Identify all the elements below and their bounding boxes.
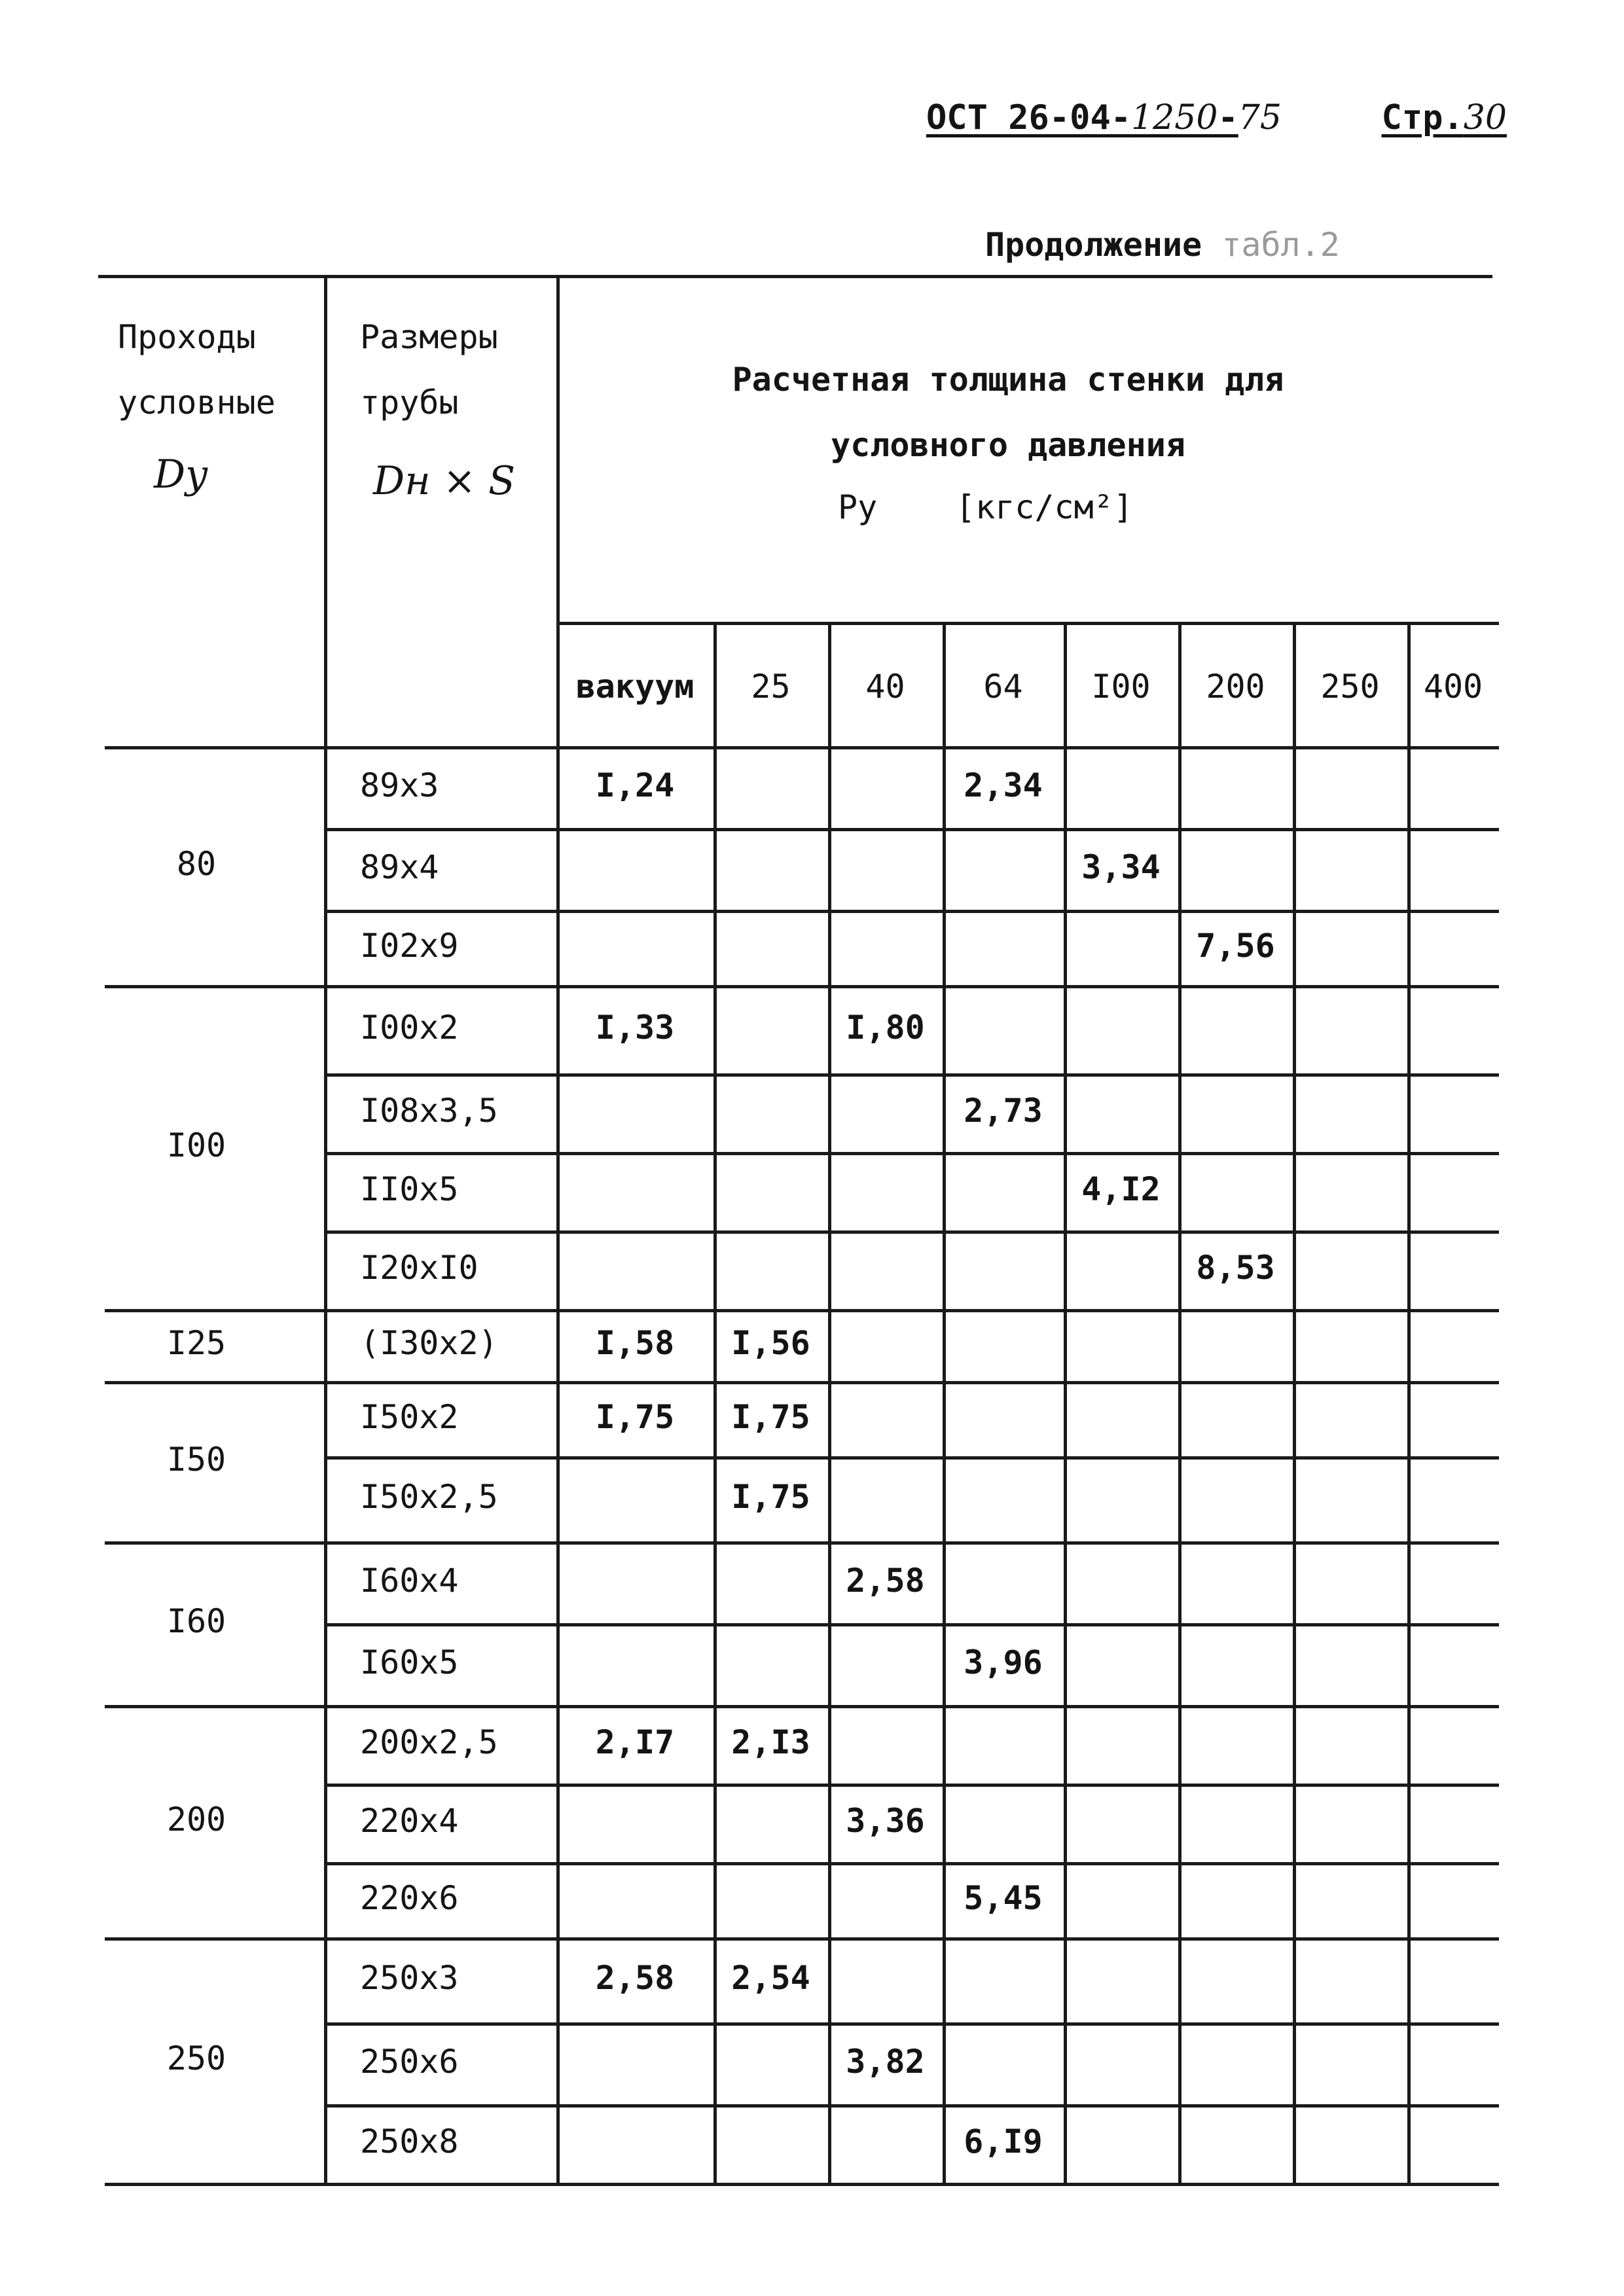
pipe-size: I60x5	[360, 1643, 459, 1681]
col2-header-line1: Размеры	[360, 318, 498, 356]
pipe-size: 250x3	[360, 1959, 459, 1997]
thickness-value: 3,36	[846, 1802, 925, 1840]
pressure-column-header: 64	[983, 668, 1023, 706]
group-divider	[105, 2183, 1499, 2186]
col2-header-line2: трубы	[360, 384, 459, 422]
col1-header-line1: Проходы	[118, 318, 256, 356]
page-label: Стр.	[1381, 98, 1464, 137]
pressure-col-divider	[713, 622, 717, 2183]
continuation-text: Продолжение	[985, 226, 1202, 264]
thickness-value: I,75	[731, 1397, 810, 1436]
pipe-size: 220x6	[360, 1878, 459, 1917]
pressure-col-divider	[943, 622, 946, 2183]
pressure-column-header: вакуум	[575, 668, 695, 706]
col1-symbol: Dу	[154, 452, 208, 497]
pressure-column-header: 200	[1206, 668, 1265, 706]
pressure-col-divider	[1064, 622, 1067, 2183]
row-divider	[324, 828, 1499, 831]
col2-divider	[556, 275, 560, 2183]
thickness-value: 3,82	[846, 2042, 925, 2081]
continuation-faint-text: табл.2	[1221, 226, 1340, 264]
col1-divider	[324, 275, 327, 2183]
pipe-size: I50x2	[360, 1397, 459, 1436]
pressure-column-header: 25	[751, 668, 791, 706]
standard-number: 1250	[1131, 98, 1218, 137]
thickness-value: 8,53	[1196, 1249, 1275, 1287]
row-divider	[324, 2104, 1499, 2108]
thickness-value: 7,56	[1196, 926, 1275, 965]
pipe-size: I02x9	[360, 926, 459, 965]
group-divider	[105, 1705, 1499, 1708]
pipe-size: II0x5	[360, 1170, 459, 1208]
thickness-value: 3,34	[1081, 848, 1161, 886]
group-divider	[105, 1937, 1499, 1941]
pipe-size: 89x3	[360, 766, 439, 804]
pressure-header-divider	[556, 622, 1499, 625]
row-divider	[324, 910, 1499, 913]
pressure-col-divider	[1178, 622, 1182, 2183]
thickness-value: I,56	[731, 1324, 810, 1362]
pressure-unit: [кгс/см²]	[956, 488, 1133, 526]
thickness-value: 2,I7	[595, 1723, 675, 1761]
thickness-value: 2,I3	[731, 1723, 810, 1761]
thickness-value: 3,96	[964, 1643, 1043, 1681]
dn-value: 80	[176, 844, 217, 883]
row-divider	[324, 1784, 1499, 1787]
row-divider	[324, 2022, 1499, 2026]
header-bottom-border	[105, 746, 1499, 749]
thickness-value: I,75	[595, 1397, 675, 1436]
thickness-value: I,24	[595, 766, 675, 804]
thickness-value: 2,58	[595, 1959, 675, 1997]
col2-symbol: Dн × S	[373, 458, 516, 504]
pressure-symbol: Ру	[838, 488, 878, 526]
dn-value: 200	[166, 1800, 226, 1839]
thickness-value: 5,45	[964, 1878, 1043, 1917]
row-divider	[324, 1862, 1499, 1865]
dn-value: I50	[166, 1440, 226, 1479]
pipe-size: 200x2,5	[360, 1723, 498, 1761]
thickness-value: 2,34	[964, 766, 1043, 804]
thickness-value: I,80	[846, 1008, 925, 1047]
pressure-column-header: 400	[1423, 668, 1483, 706]
dn-value: 250	[166, 2039, 226, 2077]
thickness-value: 2,54	[731, 1959, 810, 1997]
pipe-size: I60x4	[360, 1561, 459, 1600]
row-divider	[324, 1152, 1499, 1155]
pipe-size: 220x4	[360, 1802, 459, 1840]
group-divider	[105, 1381, 1499, 1384]
pipe-size: 250x6	[360, 2042, 459, 2081]
thickness-value: 2,73	[964, 1092, 1043, 1130]
pipe-size: I00x2	[360, 1008, 459, 1047]
pressure-column-header: 250	[1320, 668, 1380, 706]
thickness-value: I,75	[731, 1478, 810, 1516]
standard-prefix: ОСТ 26-04-	[926, 98, 1132, 137]
thickness-value: I,33	[595, 1008, 675, 1047]
pipe-size: (I30x2)	[360, 1324, 498, 1362]
col1-header-line2: условные	[118, 384, 276, 422]
pipe-size: 89x4	[360, 848, 439, 886]
group-divider	[105, 1541, 1499, 1545]
row-divider	[324, 1230, 1499, 1234]
pipe-size: I08x3,5	[360, 1092, 498, 1130]
pressure-col-divider	[828, 622, 831, 2183]
row-divider	[324, 1623, 1499, 1626]
pressure-col-divider	[1293, 622, 1296, 2183]
dn-value: I00	[166, 1126, 226, 1164]
group-divider	[105, 1309, 1499, 1312]
standard-sep: -	[1218, 98, 1238, 137]
pipe-size: I20xI0	[360, 1249, 478, 1287]
dn-value: I25	[166, 1324, 226, 1362]
row-divider	[324, 1073, 1499, 1077]
thickness-value: 6,I9	[964, 2123, 1043, 2161]
table-top-border	[98, 275, 1492, 278]
page-number: 30	[1463, 98, 1507, 137]
dn-value: I60	[166, 1602, 226, 1640]
pipe-size: 250x8	[360, 2123, 459, 2161]
pressure-header-line1: Расчетная толщина стенки для	[732, 361, 1284, 399]
thickness-value: I,58	[595, 1324, 675, 1362]
pressure-column-header: I00	[1091, 668, 1151, 706]
thickness-value: 4,I2	[1081, 1170, 1161, 1208]
standard-year: 75	[1238, 98, 1282, 137]
thickness-value: 2,58	[846, 1561, 925, 1600]
pipe-size: I50x2,5	[360, 1478, 498, 1516]
pressure-col-divider	[1407, 622, 1411, 2183]
pressure-header-line2: условного давления	[831, 426, 1185, 464]
group-divider	[105, 985, 1499, 988]
pressure-column-header: 40	[865, 668, 905, 706]
row-divider	[324, 1456, 1499, 1460]
